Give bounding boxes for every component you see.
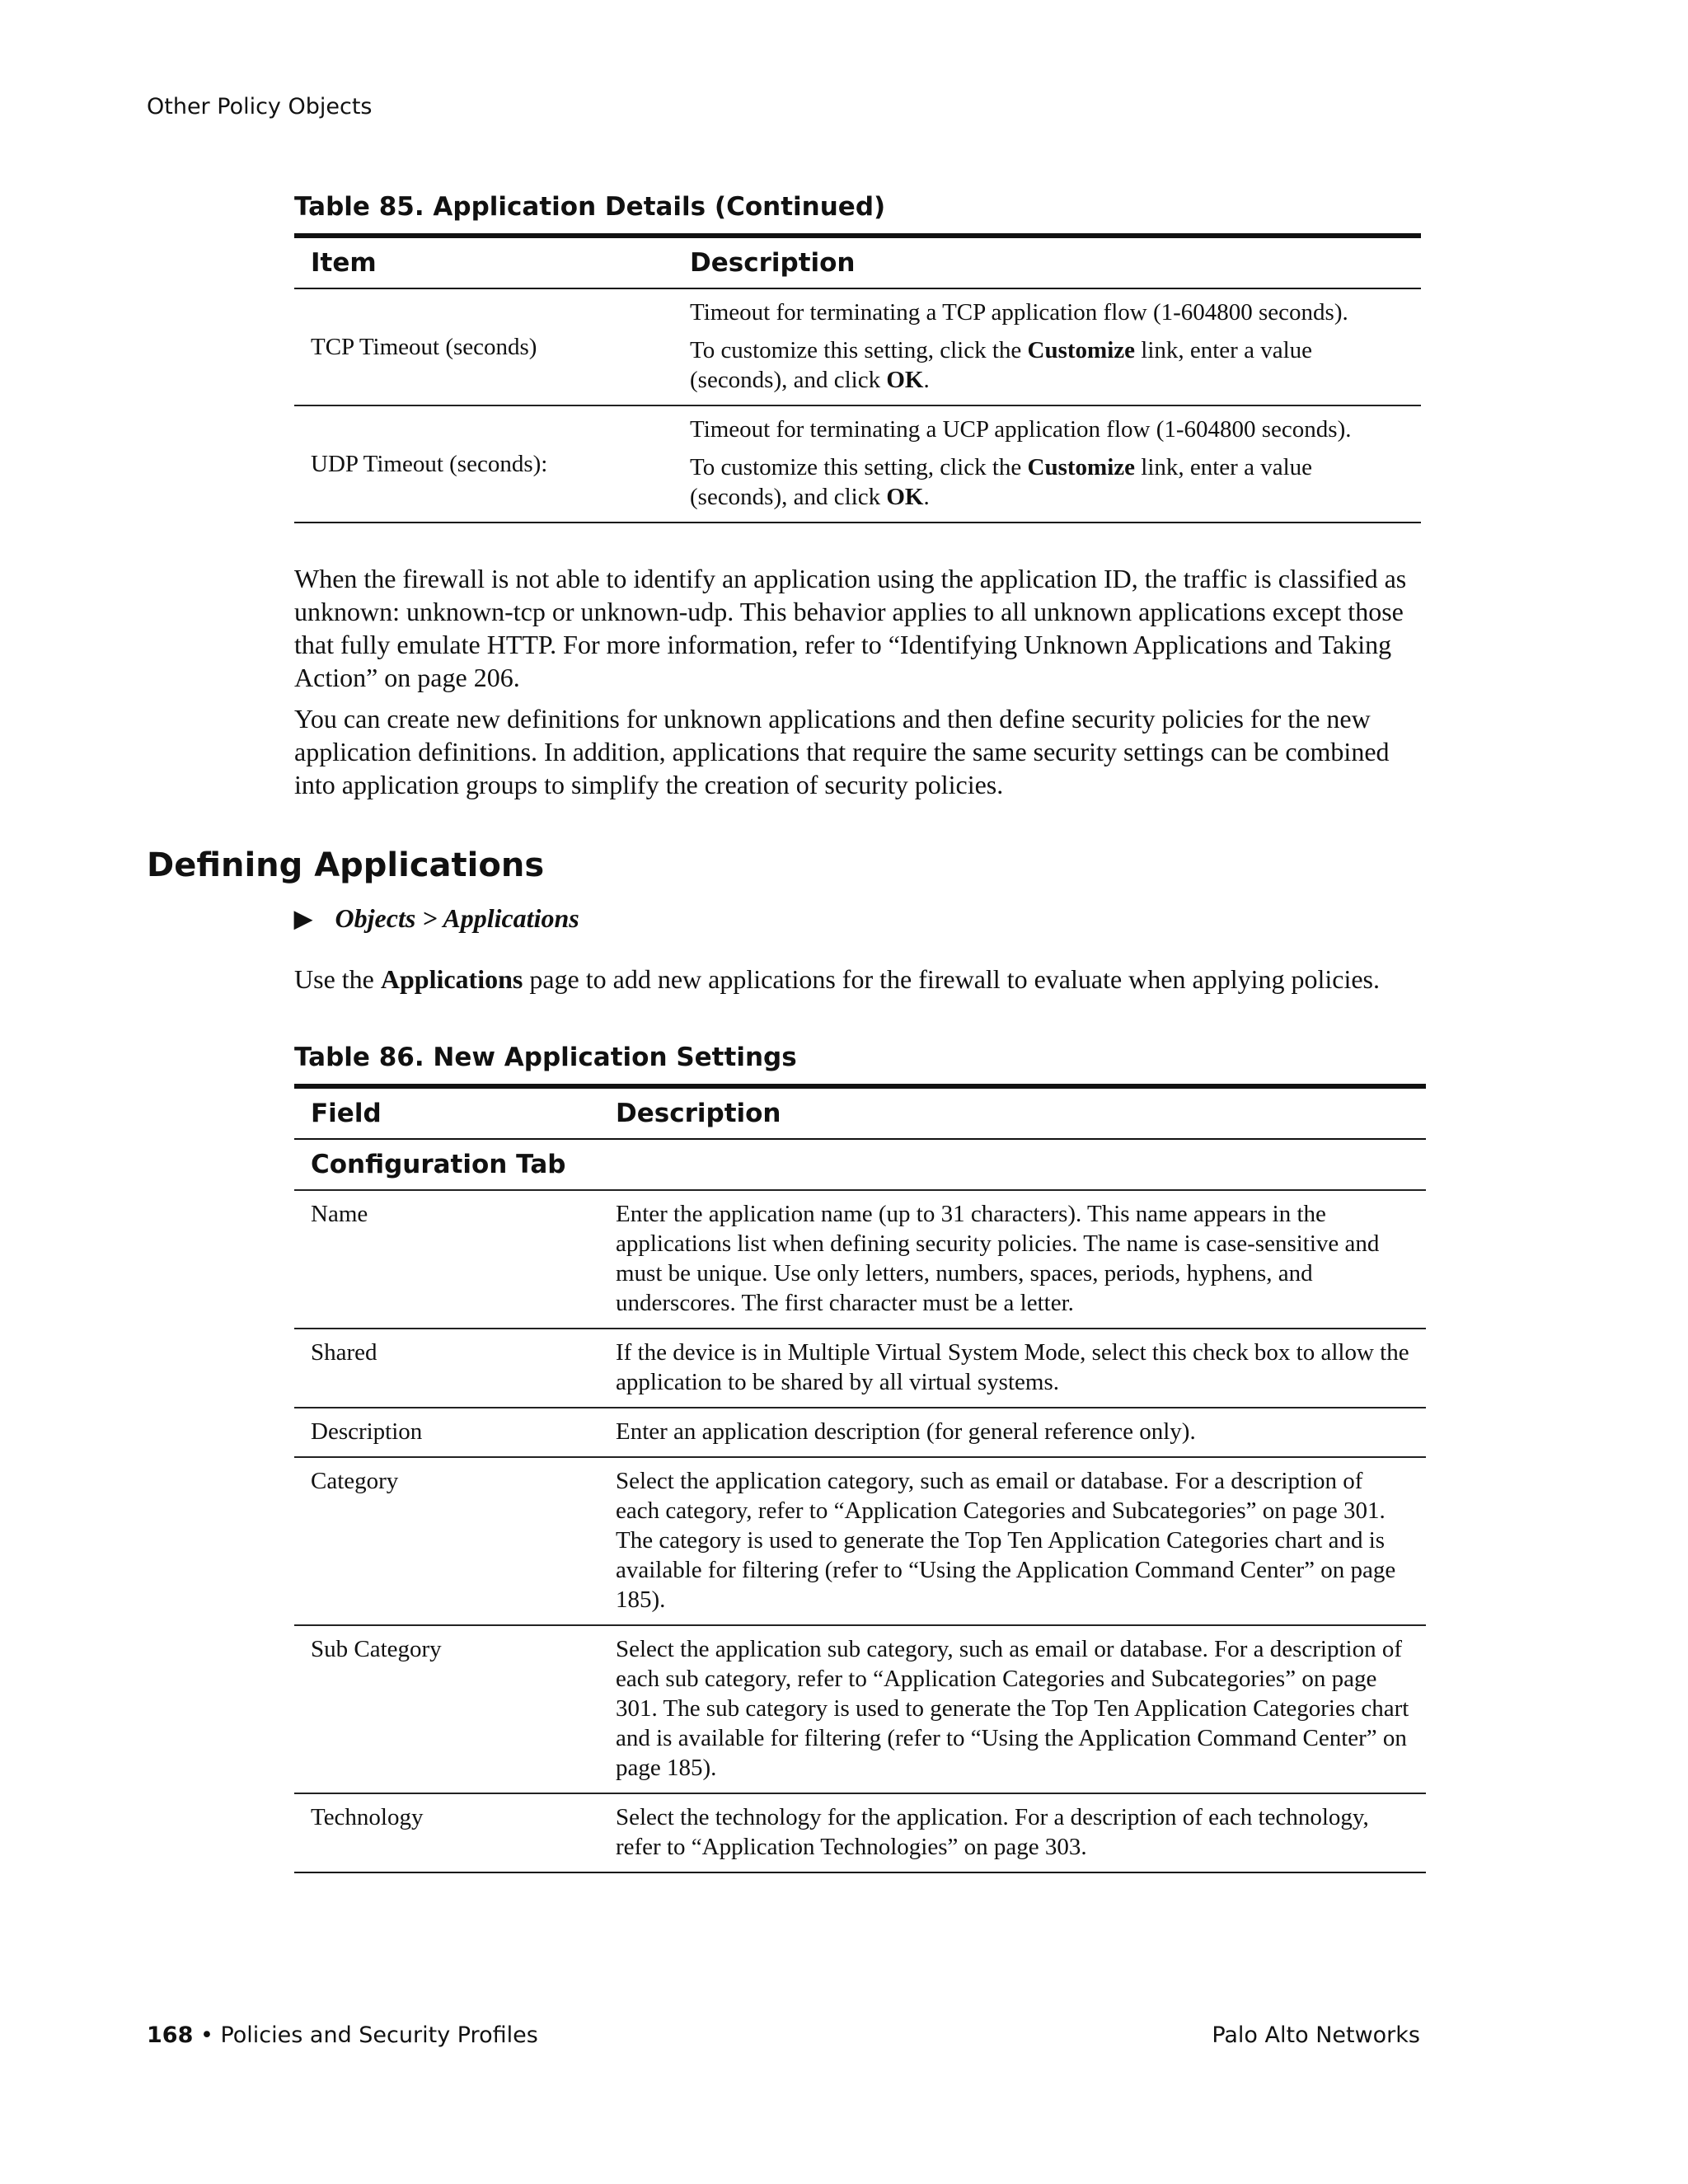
- table-85-desc-tcp-timeout: [673, 288, 1421, 405]
- applications-keyword: Applications: [380, 964, 523, 994]
- table-row: [294, 1793, 1426, 1872]
- field-name: Description: [311, 1418, 423, 1445]
- field-name: Category: [311, 1468, 399, 1494]
- chapter-title: Policies and Security Profiles: [220, 2022, 538, 2048]
- table-85-header-item: Item: [294, 236, 673, 288]
- desc-line: To customize this setting, click the Customize link, enter a value (seconds), and click OK.: [690, 454, 1313, 510]
- arrow-right-icon: ▶: [294, 906, 312, 932]
- table-85-item-tcp-timeout: TCP Timeout (seconds): [311, 334, 537, 360]
- table-85-header-description: Description: [673, 236, 1421, 288]
- field-name: Shared: [311, 1339, 377, 1366]
- field-description: If the device is in Multiple Virtual System Mode, select this check box to allow the application to be shared by all virtual systems.: [616, 1339, 1409, 1395]
- page-number: 168: [147, 2022, 194, 2048]
- table-row: [294, 1625, 1426, 1793]
- desc-line: To customize this setting, click the Customize link, enter a value (seconds), and click OK.: [690, 337, 1313, 393]
- table-86: [294, 1084, 1426, 1873]
- table-86-header-description: Description: [599, 1086, 1426, 1139]
- paragraph: When the firewall is not able to identify an application using the application ID, the traffic is classified as unknown: unknown-tcp or unknown-udp. This behavior applies to all unknown applications except those that fully emulate HTTP. For more information, refer to “Identifying Unknown Applications and Taking Action” on page 206.: [294, 564, 1407, 692]
- field-name: Sub Category: [311, 1636, 442, 1662]
- paragraph: You can create new definitions for unknown applications and then define security policies for the new application definitions. In addition, applications that require the same security settings can be combined into application groups to simplify the creation of security policies.: [294, 704, 1390, 799]
- field-description: Select the application category, such as email or database. For a description of each category, refer to “Application Categories and Subcategories” on page 301. The category is used to generate the Top Ten Application Categories chart and is available for filtering (refer to “Using the Application Command Center” on page 185).: [616, 1468, 1396, 1613]
- section-heading: Defining Applications: [147, 846, 545, 884]
- field-description: Select the application sub category, such as email or database. For a description of each sub category, refer to “Application Categories and Subcategories” on page 301. The sub category is used to generate the Top Ten Application Categories chart and is available for filtering (refer to “Using the Application Command Center” on page 185).: [616, 1636, 1409, 1781]
- table-85-caption: Table 85. Application Details (Continued): [294, 192, 886, 222]
- running-header: Other Policy Objects: [147, 94, 373, 120]
- ok-keyword: OK: [886, 484, 924, 510]
- table-row: [294, 1329, 1426, 1408]
- table-86-caption: Table 86. New Application Settings: [294, 1043, 797, 1072]
- body-text: [294, 562, 1423, 809]
- field-description: Select the technology for the application. For a description of each technology, refer to “Application Technologies” on page 303.: [616, 1804, 1369, 1860]
- desc-line: Timeout for terminating a UCP application flow (1-604800 seconds).: [690, 416, 1352, 443]
- field-description: Enter the application name (up to 31 characters). This name appears in the applications list when defining security policies. The name is case-sensitive and must be unique. Use only letters, numbers, spaces, periods, hyphens, and underscores. The first character must be a letter.: [616, 1201, 1380, 1316]
- navigation-path: [294, 903, 579, 934]
- intro-paragraph: Use the Applications page to add new applications for the firewall to evaluate when applying policies.: [294, 964, 1380, 994]
- ok-keyword: OK: [886, 367, 924, 393]
- table-row: [294, 1408, 1426, 1457]
- table-row: [294, 1457, 1426, 1625]
- navigation-path-text: Objects > Applications: [335, 903, 579, 933]
- table-85-desc-udp-timeout: [673, 405, 1421, 523]
- table-85-item-udp-timeout: UDP Timeout (seconds):: [311, 451, 548, 477]
- table-section-row: [294, 1139, 1426, 1190]
- desc-line: Timeout for terminating a TCP application flow (1-604800 seconds).: [690, 299, 1348, 326]
- field-name: Technology: [311, 1804, 424, 1830]
- table-86-header-field: Field: [294, 1086, 599, 1139]
- field-name: Name: [311, 1201, 368, 1227]
- table-row: [294, 405, 1421, 523]
- customize-keyword: Customize: [1027, 454, 1136, 480]
- table-row: [294, 1190, 1426, 1329]
- configuration-tab-label: Configuration Tab: [311, 1150, 566, 1179]
- table-85: [294, 233, 1421, 523]
- field-description: Enter an application description (for general reference only).: [616, 1418, 1196, 1445]
- customize-keyword: Customize: [1027, 337, 1136, 363]
- footer-left: 168 • Policies and Security Profiles: [147, 2022, 538, 2048]
- footer-company: Palo Alto Networks: [1212, 2022, 1420, 2048]
- table-row: [294, 288, 1421, 405]
